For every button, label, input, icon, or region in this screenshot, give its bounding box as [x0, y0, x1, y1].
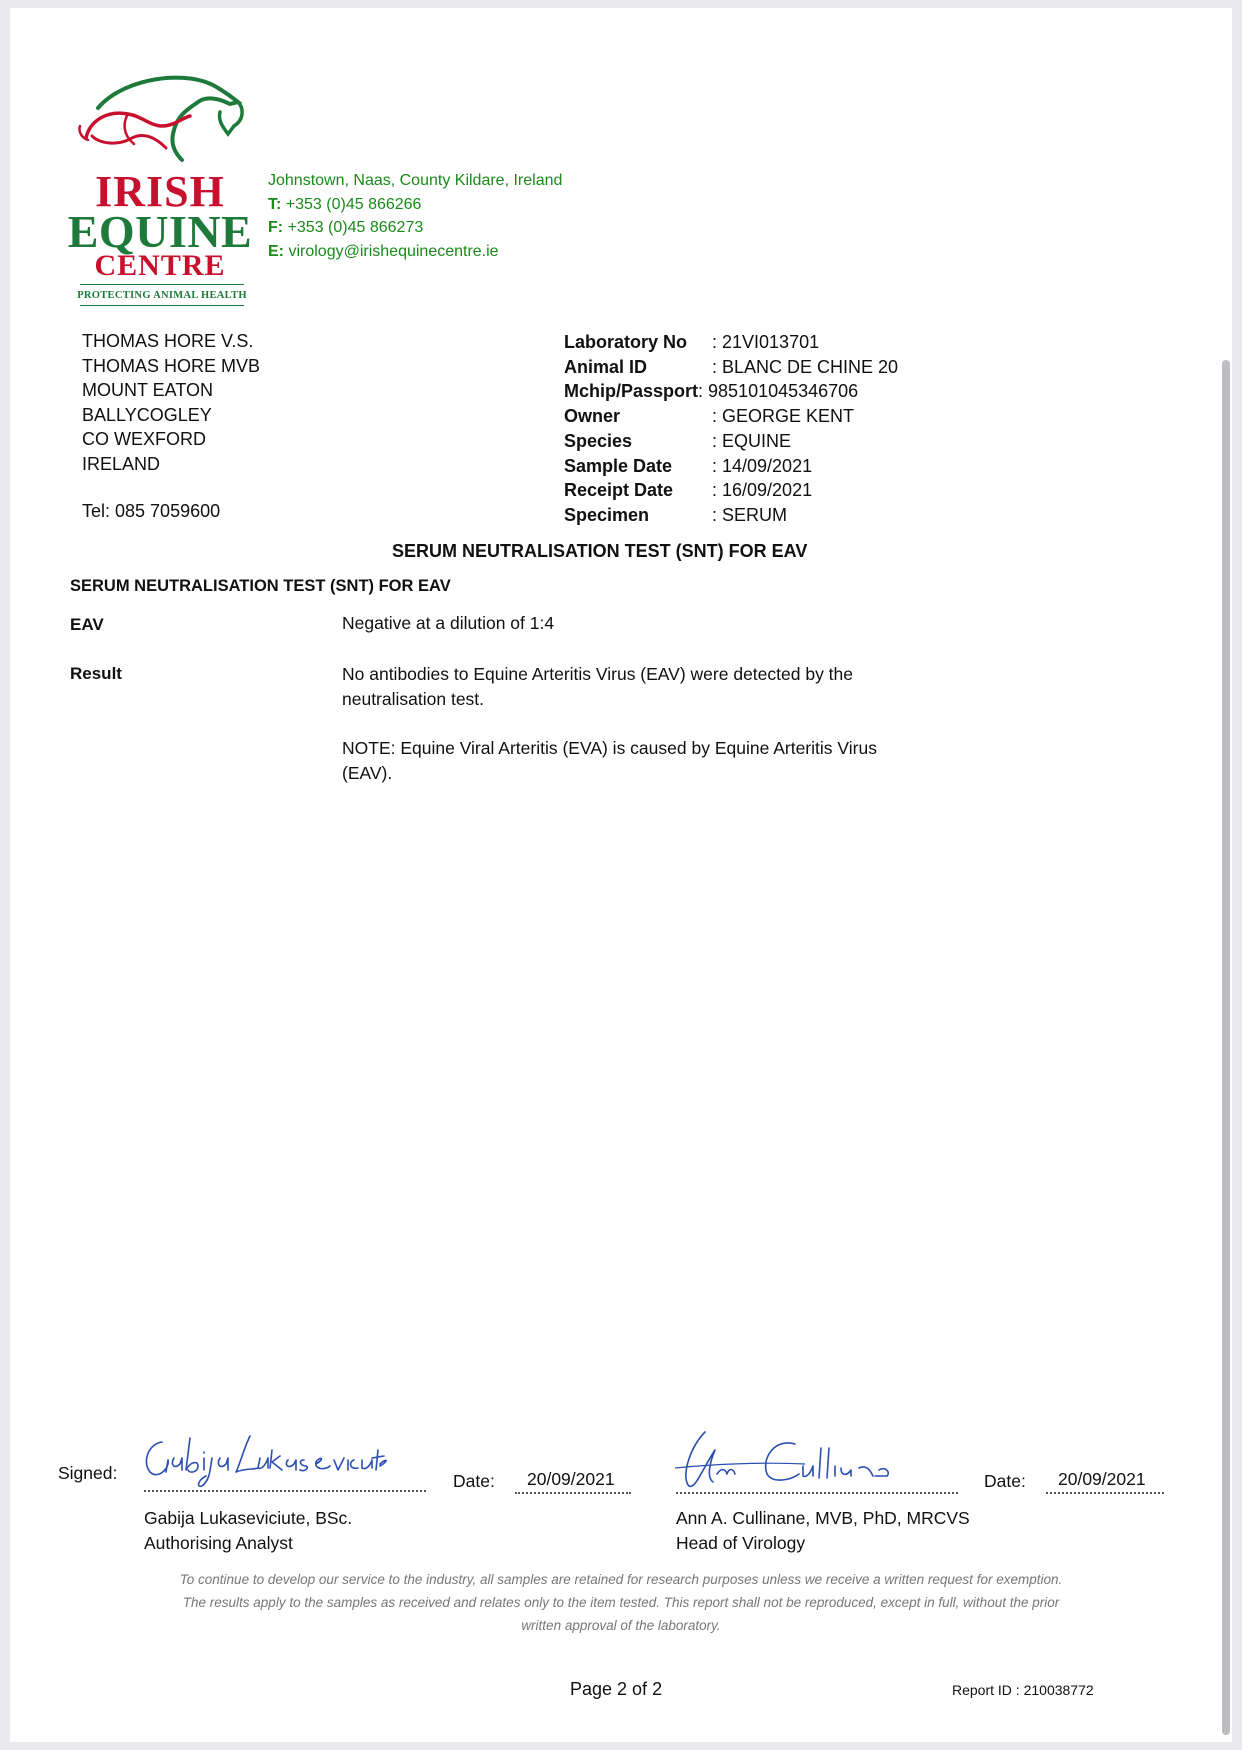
detail-row-laboratory-no — [564, 330, 898, 355]
address-line: THOMAS HORE V.S. — [82, 331, 254, 351]
detail-row-mchip — [564, 379, 898, 404]
detail-label: Species — [564, 430, 633, 451]
footer-line: The results apply to the samples as received and relates only to the item tested. This report shall not be reproduced, except in full, without the prior — [182, 1595, 1060, 1610]
detail-value: : EQUINE — [712, 430, 792, 451]
result-line: neutralisation test. — [342, 689, 485, 709]
detail-label: Owner — [564, 406, 621, 427]
eav-label: EAV — [70, 615, 104, 634]
date-label-right: Date: — [984, 1471, 1026, 1491]
footer-line: To continue to develop our service to the industry, all samples are retained for research purposes unless we receive a written request for exemption. — [179, 1572, 1063, 1587]
date-line-right — [1046, 1492, 1164, 1494]
eav-value: Negative at a dilution of 1:4 — [342, 613, 555, 633]
logo-text-equine: EQUINE — [67, 206, 253, 257]
date-line-left — [515, 1492, 631, 1494]
signature-line-left — [144, 1490, 426, 1492]
contact-phone-row — [268, 193, 562, 217]
logo-tagline: PROTECTING ANIMAL HEALTH — [77, 290, 247, 301]
signatory-role: Head of Virology — [676, 1532, 806, 1553]
scrollbar[interactable] — [1222, 360, 1230, 1735]
detail-label: Sample Date — [564, 455, 673, 476]
detail-label: Specimen — [564, 504, 650, 525]
contact-email[interactable]: virology@irishequinecentre.ie — [288, 242, 499, 260]
result-line: No antibodies to Equine Arteritis Virus (EAV) were detected by the — [342, 664, 854, 684]
signatory-name: Gabija Lukaseviciute, BSc. — [144, 1508, 353, 1528]
detail-value: : 21VI013701 — [712, 332, 820, 352]
address-line: THOMAS HORE MVB — [82, 355, 261, 376]
contact-email-row — [268, 240, 562, 264]
contact-fax: +353 (0)45 866273 — [287, 219, 424, 236]
contact-phone: +353 (0)45 866266 — [285, 195, 422, 213]
footer-disclaimer — [100, 1568, 1142, 1637]
address-line: MOUNT EATON — [82, 380, 214, 400]
signed-label: Signed: — [58, 1463, 118, 1483]
detail-label: Receipt Date — [564, 480, 674, 501]
note-text — [342, 736, 877, 786]
date-value-left: 20/09/2021 — [527, 1469, 615, 1489]
section-title: SERUM NEUTRALISATION TEST (SNT) FOR EAV — [70, 577, 451, 595]
logo-text-centre: CENTRE — [94, 249, 226, 282]
detail-label: Animal ID — [564, 356, 648, 377]
detail-value: : GEORGE KENT — [712, 406, 855, 427]
contact-phone-label: T: — [268, 195, 282, 213]
detail-row-sample-date — [564, 454, 898, 479]
note-line: (EAV). — [342, 763, 393, 783]
report-id: Report ID : 210038772 — [952, 1682, 1094, 1698]
contact-fax-label: F: — [268, 219, 284, 236]
contact-address: Johnstown, Naas, County Kildare, Ireland — [268, 172, 563, 189]
signature-line-right — [676, 1492, 958, 1494]
recipient-address — [82, 329, 260, 476]
footer-line: written approval of the laboratory. — [521, 1618, 721, 1633]
horse-logo-icon — [78, 68, 256, 166]
detail-label: Laboratory No — [564, 332, 688, 352]
detail-value: : 14/09/2021 — [712, 455, 813, 476]
contact-email-label: E: — [268, 242, 284, 260]
detail-value: : BLANC DE CHINE 20 — [712, 356, 899, 377]
signatory-left — [144, 1506, 352, 1555]
date-value-right: 20/09/2021 — [1058, 1469, 1146, 1489]
signature-left-image — [140, 1428, 390, 1490]
detail-row-animal-id — [564, 355, 898, 380]
date-label-left: Date: — [453, 1471, 495, 1491]
sample-details — [564, 330, 898, 528]
result-label: Result — [70, 664, 122, 683]
recipient-tel: Tel: 085 7059600 — [82, 501, 221, 521]
test-heading: SERUM NEUTRALISATION TEST (SNT) FOR EAV — [392, 541, 808, 561]
detail-row-receipt-date — [564, 478, 898, 503]
signatory-name: Ann A. Cullinane, MVB, PhD, MRCVS — [676, 1508, 970, 1528]
logo-divider — [80, 305, 244, 306]
address-line: CO WEXFORD — [82, 429, 206, 449]
address-line: IRELAND — [82, 453, 161, 474]
detail-value: : SERUM — [712, 504, 788, 525]
detail-row-specimen — [564, 503, 898, 528]
detail-value: : 985101045346706 — [698, 381, 859, 402]
signatory-right — [676, 1506, 970, 1555]
signatory-role: Authorising Analyst — [144, 1532, 293, 1553]
result-text — [342, 662, 853, 712]
detail-value: : 16/09/2021 — [712, 480, 813, 501]
page-number: Page 2 of 2 — [570, 1679, 663, 1699]
contact-block — [268, 169, 562, 263]
contact-fax-row — [268, 216, 562, 240]
logo-divider — [80, 284, 244, 285]
note-line: NOTE: Equine Viral Arteritis (EVA) is caused by Equine Arteritis Virus — [342, 738, 877, 758]
detail-label: Mchip/Passport — [564, 381, 699, 402]
detail-row-owner — [564, 404, 898, 429]
signature-right-image — [675, 1428, 915, 1494]
detail-row-species — [564, 429, 898, 454]
logo-text-irish: IRISH — [95, 167, 225, 216]
address-line: BALLYCOGLEY — [82, 404, 212, 425]
